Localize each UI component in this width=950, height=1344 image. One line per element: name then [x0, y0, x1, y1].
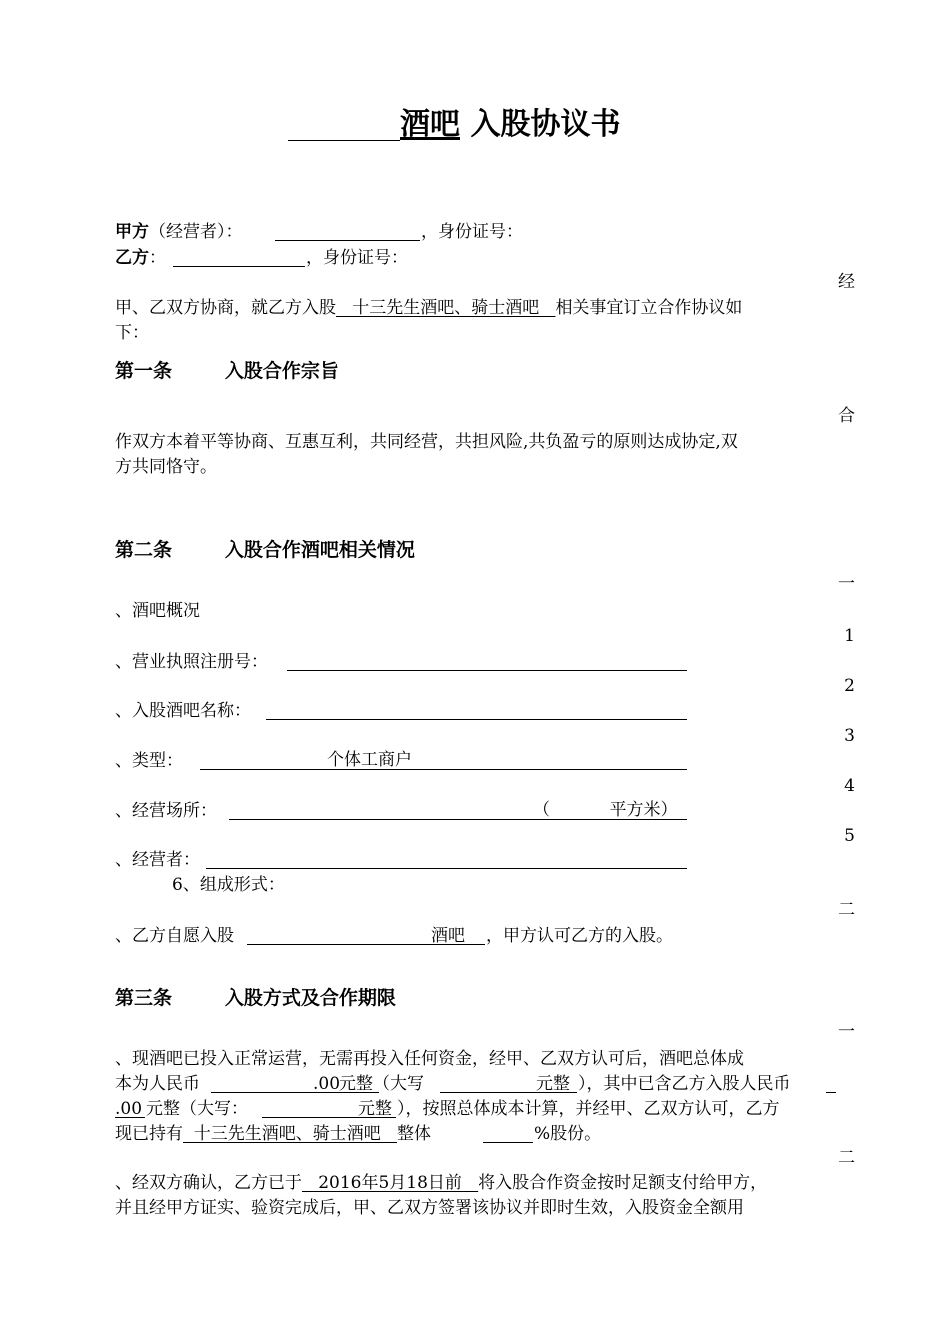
title-suffix: 入股协议书: [470, 107, 621, 142]
operator-label: 、经营者：: [115, 850, 200, 870]
article-3-heading: 第三条 入股方式及合作期限: [115, 987, 396, 1009]
investment-statement: 、乙方自愿入股: [115, 926, 234, 946]
item-num-5: 5: [844, 826, 855, 846]
party-b-line: 乙方：: [115, 248, 166, 268]
type-label: 、类型：: [115, 751, 183, 771]
party-b-label: 乙方: [115, 248, 149, 268]
operator-blank[interactable]: [206, 868, 687, 869]
payment-deadline: 2016年5月18日前: [302, 1173, 479, 1193]
article-3-num-one: 一: [838, 1022, 855, 1042]
article-2-heading: 第二条 入股合作酒吧相关情况: [115, 539, 415, 561]
party-a-label: 甲方: [115, 222, 149, 242]
bar-name-label: 、入股酒吧名称：: [115, 701, 251, 721]
party-a-line: [115, 224, 243, 241]
party-b-name-blank[interactable]: [173, 266, 305, 267]
intro-line-1: 甲、乙双方协商，就乙方入股 十三先生酒吧、骑士酒吧 相关事宜订立合作协议如: [115, 298, 743, 318]
type-blank[interactable]: [200, 769, 687, 770]
document-title: [288, 107, 621, 142]
article-1-hang-char: 合: [838, 406, 855, 426]
total-cost-decimal: .00: [313, 1074, 341, 1094]
article-1-heading: 第一条 入股合作宗旨: [115, 360, 339, 382]
party-a-name-blank[interactable]: [275, 240, 420, 241]
title-bar-name: 酒吧: [400, 107, 460, 142]
article-2-num-two: 二: [838, 900, 855, 920]
article-3-p1-line-2: 本为人民币: [115, 1074, 200, 1094]
share-percent-unit: %股份。: [534, 1124, 602, 1144]
license-number-label: 、营业执照注册号：: [115, 652, 268, 672]
bar-name-blank[interactable]: [266, 719, 687, 720]
article-3-p1-line-3-tail: ），按照总体成本计算，并经甲、乙双方认可，乙方: [397, 1099, 780, 1119]
article-3-num-two: 二: [838, 1148, 855, 1168]
article-2-num-one: 一: [838, 574, 855, 594]
article-3-p2-line-2: 并且经甲方证实、验资完成后，甲、乙双方签署该协议并即时生效，入股资金全额用: [115, 1198, 744, 1218]
intro-line-2: 下：: [115, 323, 149, 343]
party-a-id-label: ，身份证号：: [421, 222, 523, 242]
investment-bar-suffix: 酒吧: [431, 926, 465, 946]
item-num-4: 4: [844, 776, 855, 796]
held-bar-names: 十三先生酒吧、骑士酒吧: [183, 1124, 398, 1144]
article-3-p1-line-1: 、现酒吧已投入正常运营，无需再投入任何资金，经甲、乙双方认可后，酒吧总体成: [115, 1049, 744, 1069]
party-a-role: （经营者）：: [149, 222, 243, 242]
composition-label: 6、组成形式：: [172, 875, 285, 895]
article-3-p1-line-4: 现已持有 十三先生酒吧、骑士酒吧 整体: [115, 1124, 432, 1144]
article-3-p2-line-1: 、经双方确认，乙方已于 2016年5月18日前 将入股合作资金按时足额支付给甲方，: [115, 1173, 768, 1193]
party-b-share-label: ），其中已含乙方入股人民币: [578, 1074, 791, 1094]
party-b-amount-unit: 元整（大写：: [146, 1099, 248, 1119]
item-num-3: 3: [844, 726, 855, 746]
party-b-amount-decimal: .00: [115, 1099, 143, 1119]
bar-names: 十三先生酒吧、骑士酒吧: [336, 298, 556, 318]
item-num-2: 2: [844, 676, 855, 696]
total-cost-unit: 元整（大写: [339, 1074, 424, 1094]
article-1-line-1: 作双方本着平等协商、互惠互利，共同经营，共担风险,共负盈亏的原则达成协定,双: [115, 432, 738, 452]
license-number-blank[interactable]: [287, 670, 687, 671]
area-unit: （ 平方米）: [533, 800, 678, 820]
bar-overview: 、酒吧概况: [115, 601, 200, 621]
premises-label: 、经营场所：: [115, 801, 217, 821]
party-b-amount-blank-a[interactable]: [826, 1092, 836, 1093]
article-1-line-2: 方共同恪守。: [115, 457, 217, 477]
type-value: 个体工商户: [327, 750, 412, 770]
total-cost-words-unit: 元整: [536, 1074, 570, 1094]
party-b-id-label: ，身份证号：: [306, 248, 408, 268]
share-percent-blank[interactable]: [483, 1142, 533, 1143]
party-b-words-unit: 元整: [358, 1099, 392, 1119]
item-num-1: 1: [844, 626, 855, 646]
investment-statement-tail: ，甲方认可乙方的入股。: [486, 926, 673, 946]
intro-hang-char: 经: [838, 272, 855, 292]
